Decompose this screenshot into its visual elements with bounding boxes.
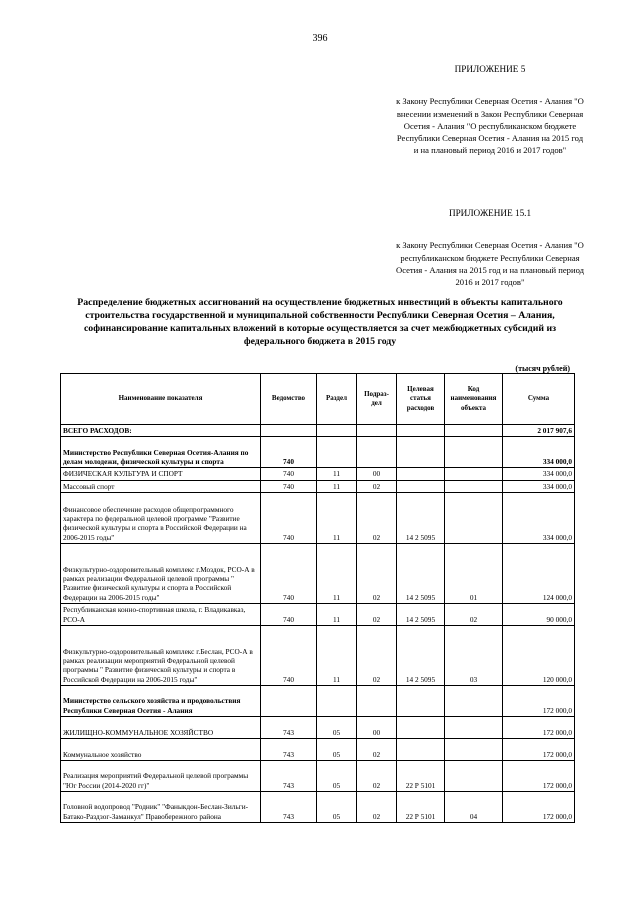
cell-kod: 03: [445, 626, 503, 686]
cell-csr: [397, 739, 445, 761]
cell-razdel: 11: [317, 480, 357, 492]
cell-ved: 740: [261, 493, 317, 544]
table-row: [61, 480, 575, 492]
cell-summa: 172 000,0: [503, 761, 575, 792]
cell-ved: 740: [261, 626, 317, 686]
cell-razdel: [317, 425, 357, 437]
cell-name: Реализация мероприятий Федеральной целевой программы "Юг России (2014-2020 гг)": [61, 761, 261, 792]
col-header-summa: Сумма: [503, 374, 575, 425]
cell-razdel: 11: [317, 626, 357, 686]
cell-razdel: 05: [317, 761, 357, 792]
cell-csr: 14 2 5095: [397, 493, 445, 544]
cell-csr: 14 2 5095: [397, 604, 445, 626]
cell-summa: 334 000,0: [503, 437, 575, 468]
cell-ved: 740: [261, 544, 317, 604]
cell-razdel: 11: [317, 468, 357, 480]
appendix-15-1-block: [395, 207, 585, 288]
cell-csr: [397, 480, 445, 492]
cell-csr: [397, 425, 445, 437]
cell-summa: 120 000,0: [503, 626, 575, 686]
cell-summa: 334 000,0: [503, 480, 575, 492]
cell-kod: 02: [445, 604, 503, 626]
cell-summa: 90 000,0: [503, 604, 575, 626]
cell-kod: [445, 686, 503, 717]
cell-kod: [445, 437, 503, 468]
cell-podrazdel: 02: [357, 493, 397, 544]
cell-podrazdel: 02: [357, 626, 397, 686]
document-title: Распределение бюджетных ассигнований на осуществление бюджетных инвестиций в объекты капитального строительства государственной и муниципальной собственности Республики Северная Осетия – Алания, софинансирование капитальных вложений в которые осуществляется за счет межбюджетных субсидий из федерального бюджета в 2015 году: [77, 297, 563, 347]
cell-csr: [397, 437, 445, 468]
units-label: (тысяч рублей): [515, 364, 570, 373]
cell-ved: 740: [261, 437, 317, 468]
cell-csr: 14 2 5095: [397, 626, 445, 686]
cell-razdel: 11: [317, 544, 357, 604]
cell-csr: [397, 686, 445, 717]
col-header-ved: Ведомство: [261, 374, 317, 425]
table-row: [61, 604, 575, 626]
cell-csr: 22 Р 5101: [397, 761, 445, 792]
cell-summa: 172 000,0: [503, 739, 575, 761]
cell-razdel: 05: [317, 717, 357, 739]
table-row: [61, 626, 575, 686]
cell-name: Министерство Республики Северная Осетия-Алания по делам молодежи, физической культуры и спорта: [61, 437, 261, 468]
cell-csr: 22 Р 5101: [397, 792, 445, 823]
cell-name: Головной водопровод "Родник" "Фаныкдон-Беслан-Зильги-Батако-Раздзог-Заманкул" Правобережного района: [61, 792, 261, 823]
cell-ved: 740: [261, 604, 317, 626]
cell-name: ВСЕГО РАСХОДОВ:: [61, 425, 261, 437]
cell-ved: 743: [261, 717, 317, 739]
cell-summa: 2 017 907,6: [503, 425, 575, 437]
cell-podrazdel: 02: [357, 544, 397, 604]
cell-ved: 743: [261, 761, 317, 792]
cell-name: Республиканская конно-спортивная школа, г. Владикавказ, РСО-А: [61, 604, 261, 626]
table-row: [61, 792, 575, 823]
cell-ved: [261, 425, 317, 437]
table-row: [61, 468, 575, 480]
table-row: [61, 437, 575, 468]
cell-podrazdel: 02: [357, 604, 397, 626]
cell-name: Финансовое обеспечение расходов общепрограммного характера по федеральной целевой программе "Развитие физической культуры и спорта в Российской Федерации на 2006-2015 годы": [61, 493, 261, 544]
page-number: 396: [312, 33, 328, 44]
cell-kod: [445, 761, 503, 792]
cell-summa: 334 000,0: [503, 493, 575, 544]
appendix-15-1-heading: ПРИЛОЖЕНИЕ 15.1: [448, 208, 532, 218]
col-header-podrazdel: Подраз-дел: [357, 374, 397, 425]
cell-razdel: [317, 437, 357, 468]
cell-csr: 14 2 5095: [397, 544, 445, 604]
table-row: [61, 544, 575, 604]
cell-summa: 172 000,0: [503, 792, 575, 823]
cell-podrazdel: 00: [357, 468, 397, 480]
cell-name: ФИЗИЧЕСКАЯ КУЛЬТУРА И СПОРТ: [61, 468, 261, 480]
table-header-row: [61, 374, 575, 425]
table-row: [61, 761, 575, 792]
cell-csr: [397, 717, 445, 739]
cell-kod: 01: [445, 544, 503, 604]
table-row: [61, 686, 575, 717]
cell-kod: [445, 739, 503, 761]
cell-kod: [445, 480, 503, 492]
cell-razdel: 05: [317, 739, 357, 761]
cell-ved: 740: [261, 468, 317, 480]
cell-podrazdel: [357, 437, 397, 468]
cell-summa: 334 000,0: [503, 468, 575, 480]
cell-summa: 172 000,0: [503, 686, 575, 717]
cell-name: Массовый спорт: [61, 480, 261, 492]
cell-razdel: [317, 686, 357, 717]
cell-kod: [445, 493, 503, 544]
cell-name: ЖИЛИЩНО-КОММУНАЛЬНОЕ ХОЗЯЙСТВО: [61, 717, 261, 739]
table-row: [61, 739, 575, 761]
cell-name: Коммунальное хозяйство: [61, 739, 261, 761]
cell-podrazdel: 02: [357, 480, 397, 492]
cell-ved: 743: [261, 792, 317, 823]
cell-ved: 743: [261, 739, 317, 761]
cell-name: Физкультурно-оздоровительный комплекс г.Моздок, РСО-А в рамках реализации Федеральной целевой программы " Развитие физической культуры и спорта в Российской Федерации на 2006-2015 годы": [61, 544, 261, 604]
appendix-5-block: [395, 63, 585, 157]
cell-razdel: 05: [317, 792, 357, 823]
cell-podrazdel: 02: [357, 761, 397, 792]
table-row: [61, 717, 575, 739]
cell-podrazdel: [357, 425, 397, 437]
cell-kod: [445, 425, 503, 437]
appendix-5-text: к Закону Республики Северная Осетия - Алания "О внесении изменений в Закон Республики Северная Осетия - Алания "О республиканском бюджете Республики Северная Осетия - Алания на 2015 год и на плановый период 2016 и 2017 годов": [396, 96, 584, 156]
cell-summa: 124 000,0: [503, 544, 575, 604]
col-header-razdel: Раздел: [317, 374, 357, 425]
cell-csr: [397, 468, 445, 480]
cell-kod: [445, 717, 503, 739]
col-header-csr: Целевая статья расходов: [397, 374, 445, 425]
col-header-kod: Код наименования объекта: [445, 374, 503, 425]
cell-name: Министерство сельского хозяйства и продовольствия Республики Северная Осетия - Алания: [61, 686, 261, 717]
cell-name: Физкультурно-оздоровительный комплекс г.Беслан, РСО-А в рамках реализации мероприятий Федеральной целевой программы " Развитие физической культуры и спорта в Российской Федерации на 2006-2015 годы": [61, 626, 261, 686]
col-header-name: Наименование показателя: [61, 374, 261, 425]
cell-podrazdel: 00: [357, 717, 397, 739]
cell-podrazdel: 02: [357, 792, 397, 823]
table-row: [61, 425, 575, 437]
cell-summa: 172 000,0: [503, 717, 575, 739]
appendix-15-1-text: к Закону Республики Северная Осетия - Алания "О республиканском бюджете Республики Северная Осетия - Алания на 2015 год и на плановый период 2016 и 2017 годов": [395, 240, 584, 288]
cell-razdel: 11: [317, 604, 357, 626]
cell-kod: [445, 468, 503, 480]
appendix-5-heading: ПРИЛОЖЕНИЕ 5: [454, 64, 526, 74]
cell-podrazdel: 02: [357, 739, 397, 761]
cell-kod: 04: [445, 792, 503, 823]
cell-razdel: 11: [317, 493, 357, 544]
table-row: [61, 493, 575, 544]
cell-podrazdel: [357, 686, 397, 717]
cell-ved: 740: [261, 480, 317, 492]
cell-ved: [261, 686, 317, 717]
budget-table: [60, 373, 575, 823]
